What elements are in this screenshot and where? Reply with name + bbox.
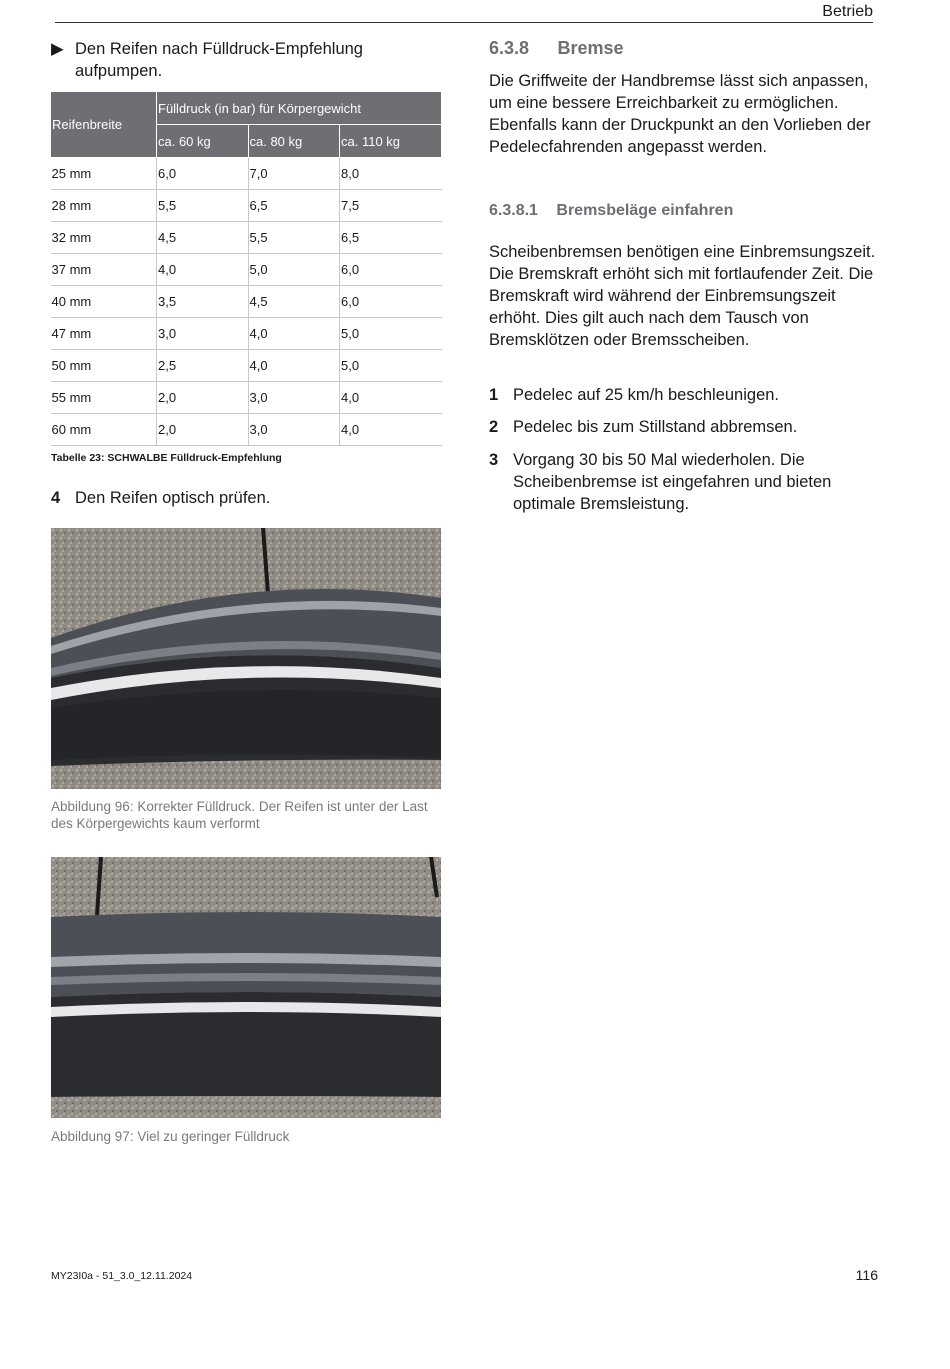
step-text: Pedelec auf 25 km/h beschleunigen. [513, 386, 780, 404]
table-header-pressure-group: Fülldruck (in bar) für Körpergewicht [157, 92, 442, 125]
tire-photo-correct-pressure [51, 528, 441, 789]
section-paragraph: Die Griffweite der Handbremse lässt sich anpassen, um eine bessere Erreichbarkeit zu ermöglichen. Ebenfalls kann der Druckpunkt an den Vorlieben der Pedelecfahrenden angepasst werden. [489, 72, 871, 156]
table-body [51, 158, 442, 446]
pressure-cell: 4,5 [248, 286, 340, 318]
step-number: 1 [489, 386, 499, 404]
pressure-cell: 4,0 [248, 318, 340, 350]
step-number: 2 [489, 418, 499, 436]
pressure-cell: 8,0 [340, 158, 442, 190]
step-number: 3 [489, 451, 499, 469]
pressure-cell: 3,0 [248, 382, 340, 414]
pressure-cell: 6,5 [340, 222, 442, 254]
pressure-cell: 5,0 [340, 318, 442, 350]
pressure-cell: 7,0 [248, 158, 340, 190]
pressure-cell: 7,5 [340, 190, 442, 222]
tire-width-cell: 32 mm [51, 222, 157, 254]
table-header-80kg: ca. 80 kg [248, 125, 340, 158]
pressure-cell: 6,0 [157, 158, 249, 190]
pressure-cell: 2,0 [157, 414, 249, 446]
pressure-cell: 6,0 [340, 254, 442, 286]
instruction-text: Den Reifen optisch prüfen. [75, 489, 271, 507]
pressure-cell: 4,0 [340, 414, 442, 446]
table-row [51, 414, 442, 446]
section-title: Bremse [557, 38, 624, 58]
brake-step-2 [489, 416, 881, 438]
footer-page-number: 116 [855, 1267, 878, 1283]
pressure-cell: 5,5 [248, 222, 340, 254]
table-row [51, 158, 442, 190]
instruction-pump-tire [51, 38, 431, 82]
pressure-cell: 6,5 [248, 190, 340, 222]
header-rule [55, 22, 873, 23]
pressure-cell: 2,0 [157, 382, 249, 414]
table-row [51, 286, 442, 318]
footer-document-id: MY23I0a - 51_3.0_12.11.2024 [51, 1270, 193, 1282]
tire-width-cell: 55 mm [51, 382, 157, 414]
tire-pressure-table [50, 91, 442, 446]
subsection-number: 6.3.8.1 [489, 202, 538, 219]
figure-97-caption: Abbildung 97: Viel zu geringer Fülldruck [51, 1129, 290, 1144]
table-row [51, 350, 442, 382]
table-caption: Tabelle 23: SCHWALBE Fülldruck-Empfehlung [51, 452, 282, 464]
table-header-110kg: ca. 110 kg [340, 125, 442, 158]
subsection-paragraph: Scheibenbremsen benötigen eine Einbremsungszeit. Die Bremskraft erhöht sich mit fortlaufender Zeit. Die Bremskraft wird während der Einbremsungszeit erhöht. Dies gilt auch nach dem Tausch von Bremsklötzen oder Bremsscheiben. [489, 243, 876, 349]
figure-96-caption: Abbildung 96: Korrekter Fülldruck. Der Reifen ist unter der Last des Körpergewichts kaum verformt [51, 799, 428, 831]
section-number: 6.3.8 [489, 38, 530, 58]
pressure-cell: 4,0 [340, 382, 442, 414]
tire-width-cell: 47 mm [51, 318, 157, 350]
tire-width-cell: 40 mm [51, 286, 157, 318]
table-header-60kg: ca. 60 kg [157, 125, 249, 158]
table-row [51, 222, 442, 254]
table-row [51, 254, 442, 286]
brake-step-1 [489, 384, 881, 406]
pressure-cell: 6,0 [340, 286, 442, 318]
table-row [51, 318, 442, 350]
pressure-cell: 4,5 [157, 222, 249, 254]
tire-width-cell: 25 mm [51, 158, 157, 190]
tire-width-cell: 28 mm [51, 190, 157, 222]
page-header-title: Betrieb [822, 3, 873, 20]
pressure-cell: 3,5 [157, 286, 249, 318]
step-text: Vorgang 30 bis 50 Mal wiederholen. Die Scheibenbremse ist eingefahren und bieten optimale Bremsleistung. [513, 451, 832, 513]
pressure-cell: 2,5 [157, 350, 249, 382]
pressure-cell: 3,0 [157, 318, 249, 350]
tire-width-cell: 37 mm [51, 254, 157, 286]
tire-width-cell: 60 mm [51, 414, 157, 446]
table-header-tire-width: Reifenbreite [51, 92, 157, 158]
step-text: Pedelec bis zum Stillstand abbremsen. [513, 418, 798, 436]
tire-photo-low-pressure [51, 857, 441, 1118]
pressure-cell: 4,0 [157, 254, 249, 286]
pressure-cell: 5,5 [157, 190, 249, 222]
pressure-cell: 4,0 [248, 350, 340, 382]
instruction-text: Den Reifen nach Fülldruck-Empfehlung aufpumpen. [75, 40, 363, 80]
instruction-check-tire [51, 487, 431, 509]
pressure-cell: 5,0 [340, 350, 442, 382]
step-number: 4 [51, 489, 61, 507]
subsection-heading [489, 202, 733, 220]
brake-step-3 [489, 449, 881, 515]
triangle-bullet-icon: ▶ [51, 40, 64, 58]
tire-width-cell: 50 mm [51, 350, 157, 382]
section-heading [489, 38, 624, 59]
table-row [51, 190, 442, 222]
pressure-cell: 3,0 [248, 414, 340, 446]
pressure-cell: 5,0 [248, 254, 340, 286]
table-row [51, 382, 442, 414]
subsection-title: Bremsbeläge einfahren [556, 202, 734, 219]
